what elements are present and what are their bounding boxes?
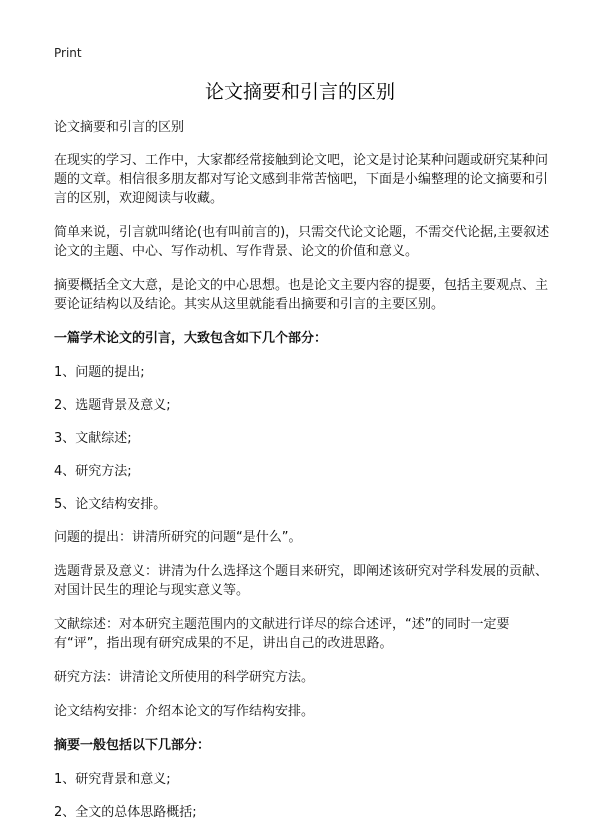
explanation-paragraph: 论文结构安排：介绍本论文的写作结构安排。 — [54, 704, 315, 719]
summary-paragraph: 摘要概括全文大意，是论文的中心思想。也是论文主要内容的提要，包括主要观点、主要论证结构以及结论。其实从这里就能看出摘要和引言的主要区别。 — [54, 278, 549, 312]
print-link[interactable]: Print — [54, 46, 82, 60]
explanation-paragraph: 选题背景及意义：讲清为什么选择这个题目来研究，即阐述该研究对学科发展的贡献、对国计民生的理论与现实意义等。 — [54, 564, 549, 598]
list-item: 1、问题的提出; — [54, 365, 145, 380]
list-item: 4、研究方法; — [54, 464, 132, 479]
definition-paragraph: 简单来说，引言就叫绪论(也有叫前言的)，只需交代论文论题，不需交代论据,主要叙述论文的主题、中心、写作动机、写作背景、论文的价值和意义。 — [54, 225, 550, 259]
article-body — [54, 118, 554, 836]
page-title: 论文摘要和引言的区别 — [204, 81, 395, 103]
list-item: 3、文献综述; — [54, 431, 132, 446]
list-item: 1、研究背景和意义; — [54, 772, 171, 787]
explanation-paragraph: 问题的提出：讲清所研究的问题“是什么”。 — [54, 530, 302, 545]
explanation-paragraph: 研究方法：讲清论文所使用的科学研究方法。 — [54, 670, 315, 685]
article-subtitle: 论文摘要和引言的区别 — [54, 120, 185, 135]
list-item: 5、论文结构安排。 — [54, 497, 167, 512]
list-item: 2、全文的总体思路概括; — [54, 805, 197, 820]
list-item: 2、选题背景及意义; — [54, 398, 171, 413]
abstract-heading: 摘要一般包括以下几部分： — [54, 738, 211, 753]
intro-paragraph: 在现实的学习、工作中，大家都经常接触到论文吧，论文是讨论某种问题或研究某种问题的文章。相信很多朋友都对写论文感到非常苦恼吧，下面是小编整理的论文摘要和引言的区别，欢迎阅读与收藏。 — [54, 153, 549, 206]
explanation-paragraph: 文献综述：对本研究主题范围内的文献进行详尽的综合述评，“述”的同时一定要有“评”，指出现有研究成果的不足，讲出自己的改进思路。 — [54, 617, 510, 651]
intro-parts-heading: 一篇学术论文的引言，大致包含如下几个部分： — [54, 331, 328, 346]
